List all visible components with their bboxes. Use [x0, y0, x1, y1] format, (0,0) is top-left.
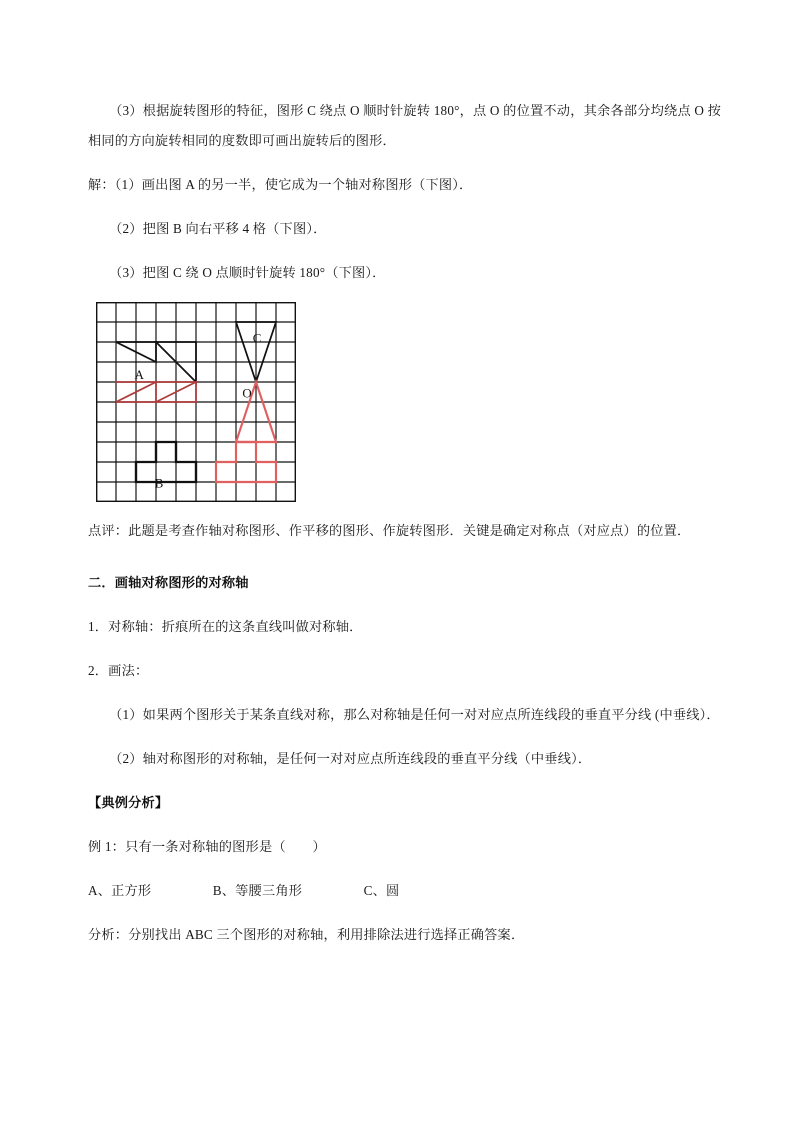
- option-a: A、正方形: [88, 883, 152, 898]
- paragraph-solution-3: （3）把图 C 绕 O 点顺时针旋转 180°（下图）．: [109, 265, 386, 280]
- figure-label-a: A: [134, 367, 144, 382]
- section-two-item-1: 1．对称轴：折痕所在的这条直线叫做对称轴．: [88, 619, 363, 634]
- figure-a-mirror: [116, 382, 196, 402]
- paragraph-comment: 点评：此题是考查作轴对称图形、作平移的图形、作旋转图形．关键是确定对称点（对应点）的位置．: [88, 523, 691, 538]
- symmetry-translation-rotation-grid: [96, 302, 296, 502]
- section-two-item-2: 2．画法：: [88, 663, 149, 678]
- option-c: C、圆: [363, 883, 400, 898]
- option-b: B、等腰三角形: [212, 883, 303, 898]
- figure-label-b: B: [154, 476, 164, 491]
- paragraph-solution-1: 解：（1）画出图 A 的另一半，使它成为一个轴对称图形（下图）．: [88, 177, 473, 192]
- example-analysis-text: 分析：分别找出 ABC 三个图形的对称轴，利用排除法进行选择正确答案．: [88, 927, 525, 942]
- paragraph-rotation-feature: （3）根据旋转图形的特征，图形 C 绕点 O 顺时针旋转 180°，点 O 的位置不动，其余各部分均绕点 O 按相同的方向旋转相同的度数即可画出旋转后的图形．: [88, 103, 721, 148]
- figure-label-o: O: [242, 386, 252, 401]
- example-question: 例 1：只有一条对称轴的图形是（ ）: [88, 839, 326, 854]
- grid-figure-container: [96, 302, 721, 502]
- section-two-heading: 二．画轴对称图形的对称轴: [88, 575, 249, 590]
- example-analysis-heading: 【典例分析】: [88, 795, 169, 810]
- section-two-method-2: （2）轴对称图形的对称轴，是任何一对对应点所连线段的垂直平分线（中垂线）．: [109, 751, 592, 766]
- example-options-row: [88, 876, 721, 906]
- section-two-method-1: （1）如果两个图形关于某条直线对称，那么对称轴是任何一对对应点所连线段的垂直平分线 (中垂线）．: [109, 707, 720, 722]
- paragraph-solution-2: （2）把图 B 向右平移 4 格（下图）．: [109, 221, 327, 236]
- figure-label-c: C: [252, 331, 262, 346]
